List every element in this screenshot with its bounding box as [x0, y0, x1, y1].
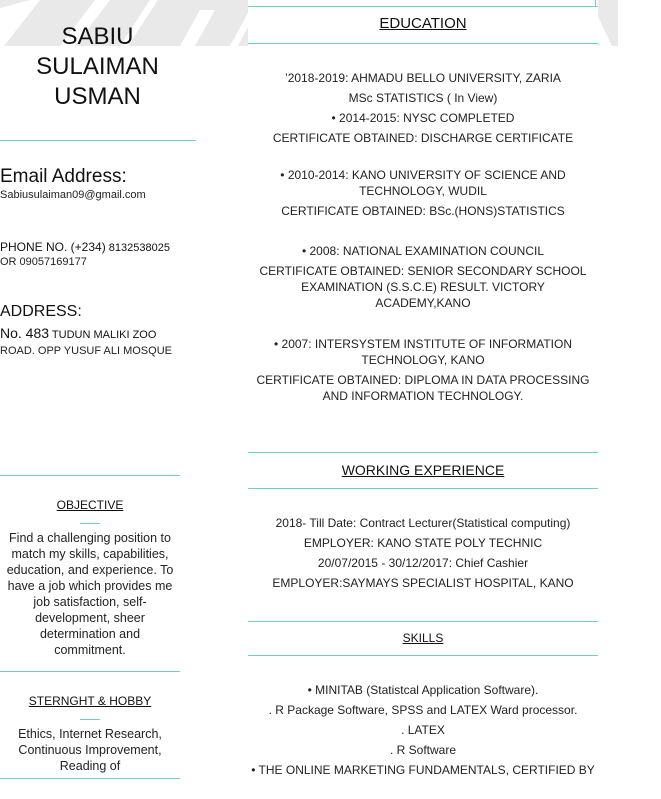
email-label: Email Address: [0, 166, 127, 187]
text-line: TECHNOLOGY, WUDIL [359, 184, 487, 198]
text-line: 20/07/2015 - 30/12/2017: Chief Cashier [317, 556, 529, 570]
text-line: EMPLOYER:SAYMAYS SPECIALIST HOSPITAL, KANO [272, 576, 574, 590]
address-line: ROAD. OPP YUSUF ALI MOSQUE [0, 345, 172, 357]
address-line: TUDUN MALIKI ZOO [51, 329, 157, 341]
divider [0, 475, 180, 476]
education-entry [248, 243, 598, 311]
objective-text [0, 530, 180, 658]
text-line: Continuous Improvement, [18, 743, 162, 757]
text-line: job satisfaction, self- [33, 595, 147, 609]
experience-title: WORKING EXPERIENCE [341, 462, 505, 478]
education-entry [248, 167, 598, 219]
text-line: CERTIFICATE OBTAINED: DISCHARGE CERTIFICATE [272, 131, 574, 145]
education-entry [248, 68, 598, 148]
email-value: Sabiusulaiman09@gmail.com [0, 189, 146, 201]
name-line: SULAIMAN [36, 53, 159, 80]
text-line: ’2018-2019: AHMADU BELLO UNIVERSITY, ZARIA [285, 71, 561, 85]
text-line: Ethics, Internet Research, [18, 727, 162, 741]
text-line: Reading of [59, 759, 121, 773]
skills-text [248, 680, 598, 780]
text-line: match my skills, capabilities, [11, 547, 169, 561]
divider [248, 621, 598, 622]
strength-text [0, 726, 180, 774]
experience-text [248, 513, 598, 593]
text-line: TECHNOLOGY, KANO [361, 353, 485, 367]
text-line: education, and experience. To [6, 563, 174, 577]
text-line: have a job which provides me [7, 579, 173, 593]
divider [248, 6, 598, 7]
objective-title: OBJECTIVE [56, 498, 124, 512]
divider [248, 452, 598, 453]
text-line: • 2014-2015: NYSC COMPLETED [331, 111, 515, 125]
phone-value: 8132538025 [108, 242, 170, 254]
text-line: determination and [39, 627, 141, 641]
phone-block [0, 240, 170, 254]
text-line: • THE ONLINE MARKETING FUNDAMENTALS, CERTIFIED BY [251, 763, 595, 777]
text-line: . LATEX [401, 723, 445, 737]
education-title: EDUCATION [379, 15, 467, 32]
education-entry [248, 336, 598, 404]
address-label: ADDRESS: [0, 303, 82, 320]
text-line: EMPLOYER: KANO STATE POLY TECHNIC [303, 536, 543, 550]
text-line: CERTIFICATE OBTAINED: BSc.(HONS)STATISTICS [281, 204, 565, 218]
address-block [0, 325, 156, 341]
text-line: AND INFORMATION TECHNOLOGY. [322, 389, 524, 403]
divider [0, 778, 180, 779]
title-underline [80, 719, 100, 720]
divider [248, 43, 598, 44]
text-line: ACADEMY,KANO [375, 296, 471, 310]
text-line: . R Package Software, SPSS and LATEX Ward processor. [268, 703, 578, 717]
divider [0, 140, 196, 141]
name-line: SABIU [61, 23, 134, 50]
text-line: CERTIFICATE OBTAINED: SENIOR SECONDARY SCHOOL [259, 264, 587, 278]
address-number: No. 483 [0, 325, 50, 341]
text-line: EXAMINATION (S.S.C.E) RESULT. VICTORY [301, 280, 545, 294]
phone-alt: OR 09057169177 [0, 256, 87, 268]
text-line: development, sheer [35, 611, 145, 625]
skills-title: SKILLS [402, 631, 444, 645]
phone-label: PHONE NO. (+234) [0, 240, 106, 254]
strength-title: STERNGHT & HOBBY [28, 694, 152, 708]
text-line: MSc STATISTICS ( In View) [348, 91, 498, 105]
text-line: • 2007: INTERSYSTEM INSTITUTE OF INFORMATION [273, 337, 572, 351]
name-line: USMAN [54, 83, 141, 110]
text-line: Find a challenging position to [9, 531, 171, 545]
divider [248, 488, 598, 489]
text-line: • 2008: NATIONAL EXAMINATION COUNCIL [301, 244, 545, 258]
text-line: 2018- Till Date: Contract Lecturer(Statistical computing) [275, 516, 571, 530]
text-line: • 2010-2014: KANO UNIVERSITY OF SCIENCE AND [280, 168, 566, 182]
text-line: . R Software [389, 743, 457, 757]
text-line: CERTIFICATE OBTAINED: DIPLOMA IN DATA PROCESSING [256, 373, 590, 387]
candidate-name [0, 22, 195, 112]
divider [0, 671, 180, 672]
divider [248, 655, 598, 656]
title-underline [80, 523, 100, 524]
text-line: • MINITAB (Statistcal Application Software). [307, 683, 539, 697]
text-line: commitment. [54, 643, 126, 657]
